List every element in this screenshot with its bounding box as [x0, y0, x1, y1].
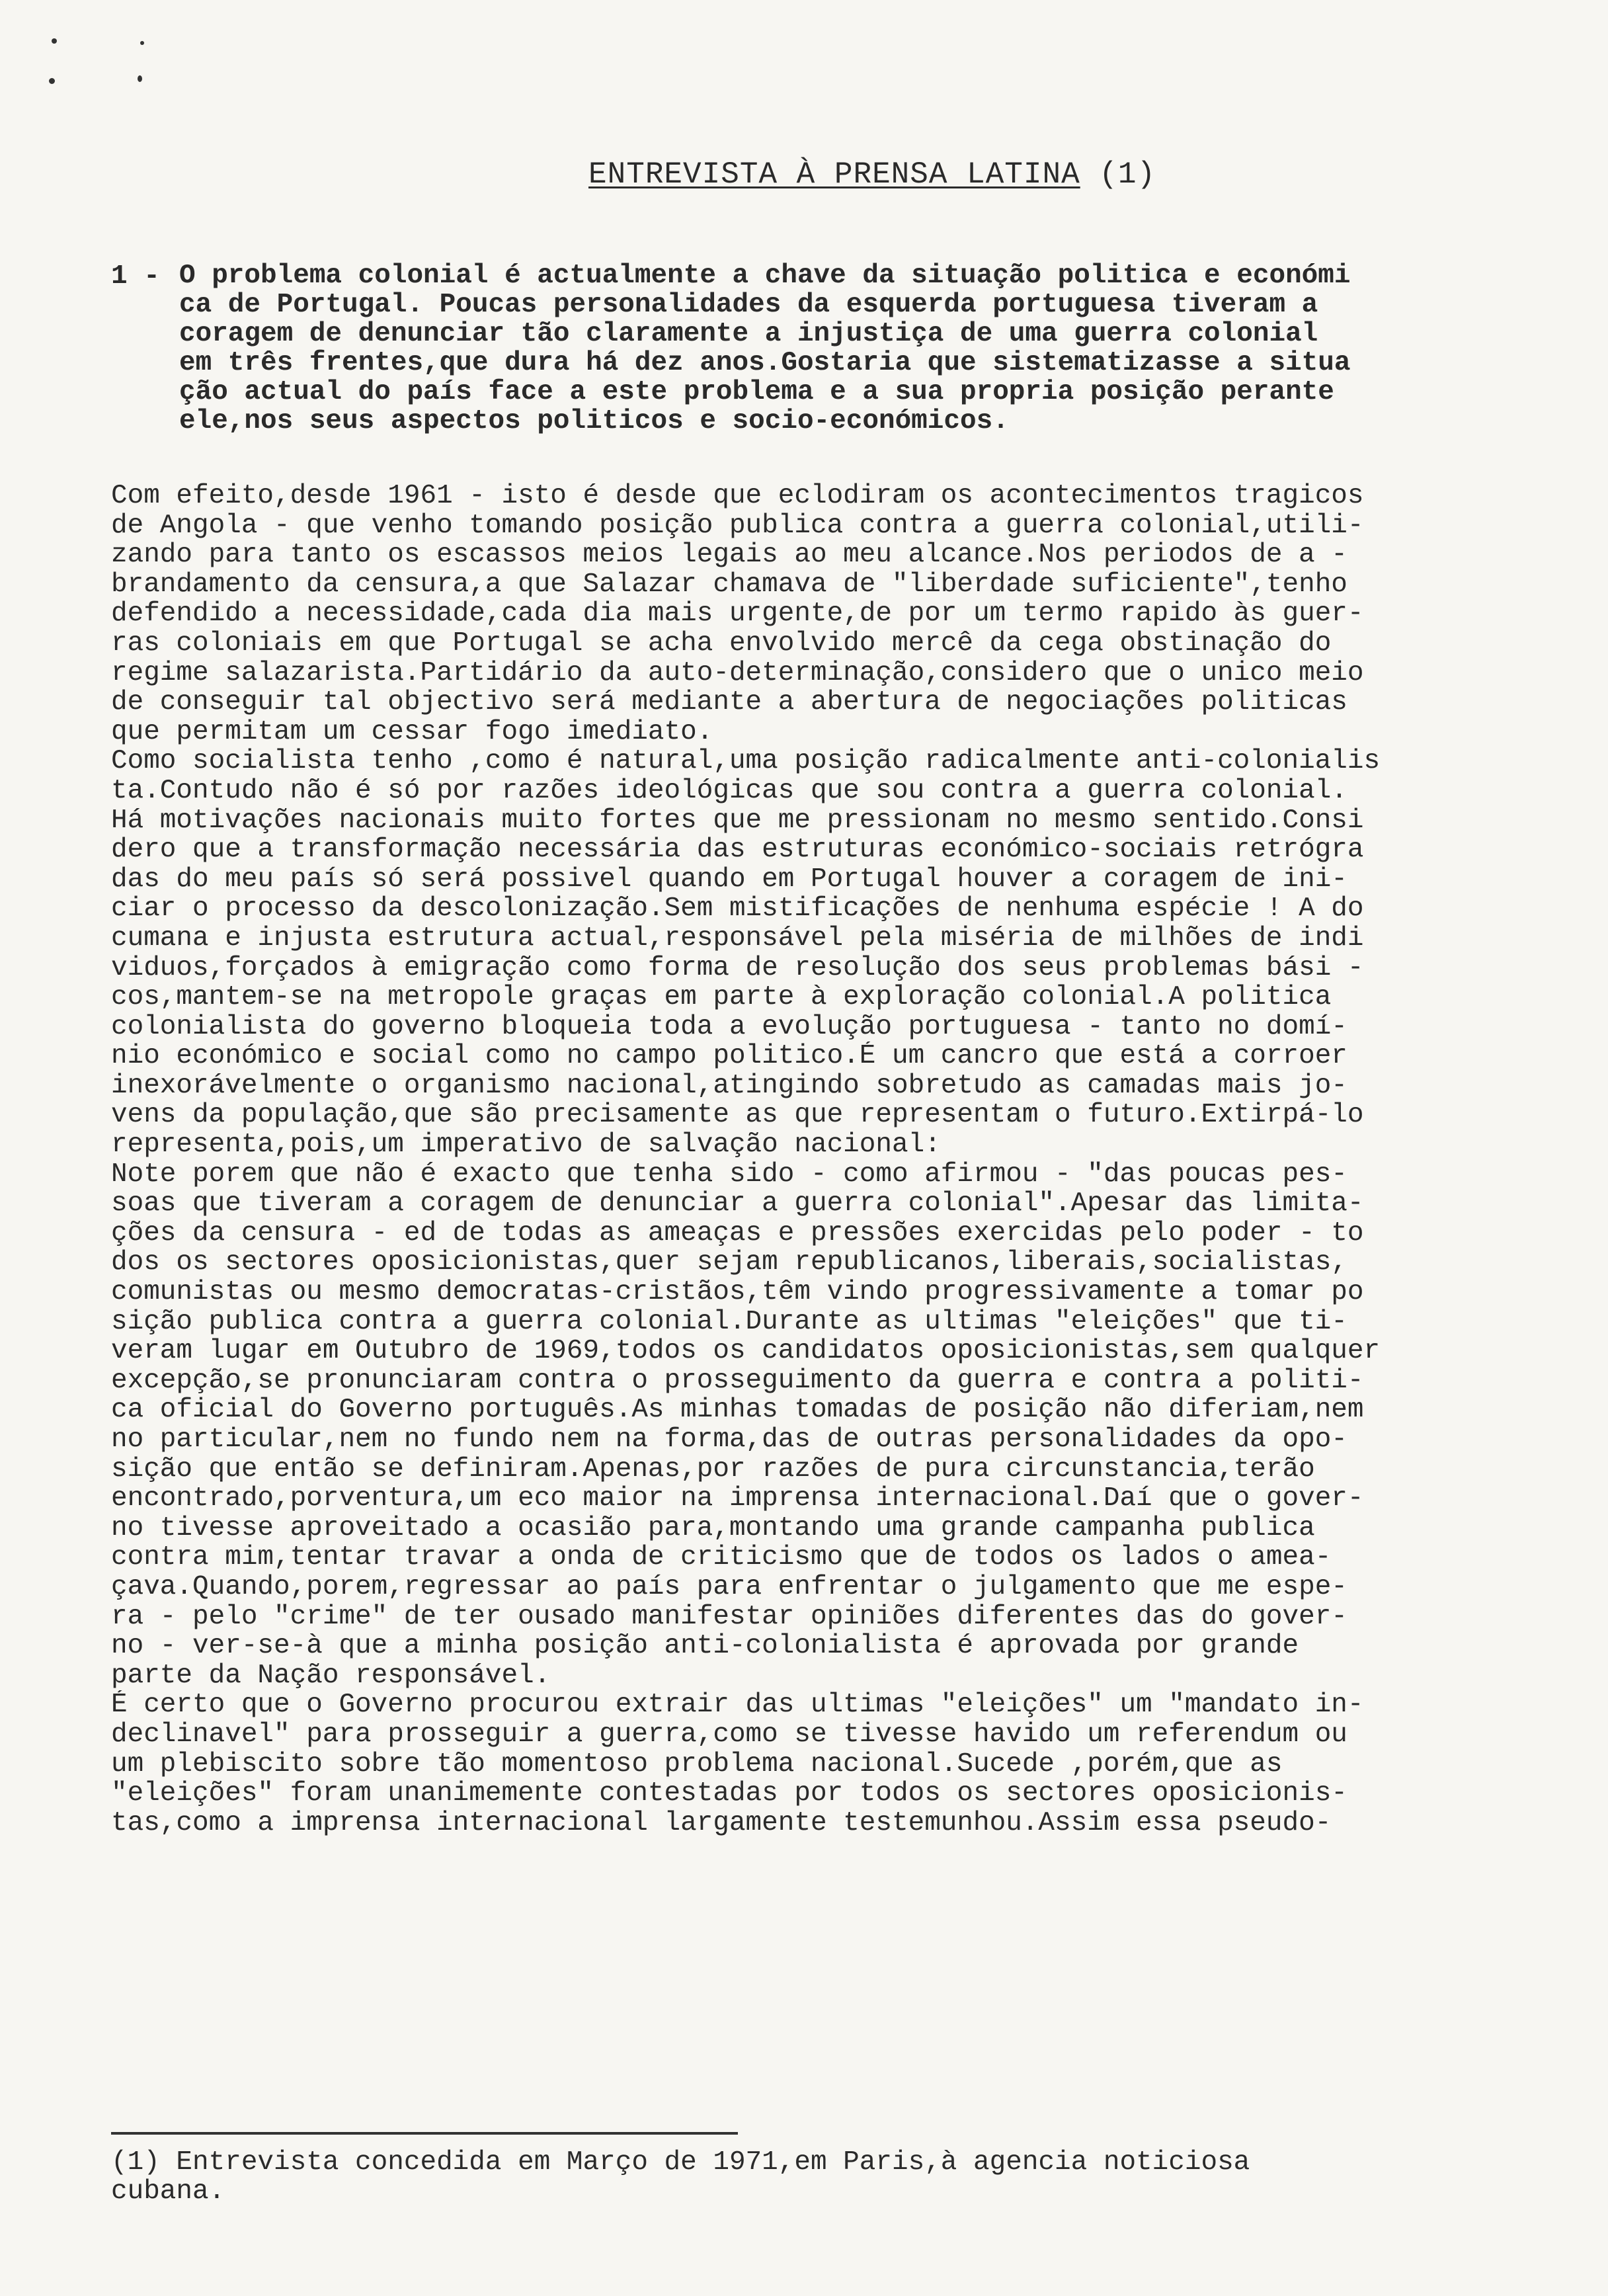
answer-line: çava.Quando,porem,regressar ao país para enfrentar o julgamento que me espe- [111, 1572, 1347, 1602]
answer-line: dos os sectores oposicionistas,quer sejam republicanos,liberais,socialistas, [111, 1248, 1347, 1278]
question-line: coragem de denunciar tão claramente a injustiça de uma guerra colonial [179, 319, 1318, 348]
answer-line: zando para tanto os escassos meios legais ao meu alcance.Nos periodos de a - [111, 540, 1347, 570]
answer-line: sição que então se definiram.Apenas,por razões de pura circunstancia,terão [111, 1454, 1315, 1485]
answer-line: colonialista do governo bloqueia toda a evolução portuguesa - tanto no domí- [111, 1012, 1347, 1042]
answer-line: Há motivações nacionais muito fortes que me pressionam no mesmo sentido.Consi [111, 805, 1364, 836]
answer-line: contra mim,tentar travar a onda de criticismo que de todos os lados o amea- [111, 1543, 1332, 1573]
answer-line: parte da Nação responsável. [111, 1660, 551, 1691]
answer-line: Note porem que não é exacto que tenha sido - como afirmou - "das poucas pes- [111, 1159, 1347, 1190]
answer-line: Como socialista tenho ,como é natural,uma posição radicalmente anti-colonialis [111, 747, 1381, 776]
scan-mark [49, 78, 55, 84]
answer-line: Com efeito,desde 1961 - isto é desde que eclodiram os acontecimentos tragicos [111, 481, 1364, 511]
answer-line: que permitam um cessar fogo imediato. [111, 717, 713, 747]
answer-line: veram lugar em Outubro de 1969,todos os candidatos oposicionistas,sem qualquer [111, 1336, 1381, 1366]
answer-line: excepção,se pronunciaram contra o prosseguimento da guerra e contra a politi- [111, 1366, 1364, 1396]
answer-line: cos,mantem-se na metropole graças em parte à exploração colonial.A politica [111, 983, 1332, 1012]
answer-line: viduos,forçados à emigração como forma de resolução dos seus problemas bási - [111, 953, 1364, 983]
answer-line: dero que a transformação necessária das estruturas económico-sociais retrógra [111, 835, 1364, 865]
answer-line: comunistas ou mesmo democratas-cristãos,têm vindo progressivamente a tomar po [111, 1278, 1364, 1307]
answer-line: brandamento da censura,a que Salazar chamava de "liberdade suficiente",tenho [111, 569, 1347, 600]
page-title [588, 157, 1156, 192]
footnote-line: (1) Entrevista concedida em Março de 1971,em Paris,à agencia noticiosa [111, 2148, 1250, 2177]
question-number: 1 - [111, 261, 160, 292]
title-text: ENTREVISTA À PRENSA LATINA [588, 157, 1080, 192]
answer-line: regime salazarista.Partidário da auto-determinação,considero que o unico meio [111, 658, 1364, 688]
answer-line: nio económico e social como no campo politico.É um cancro que está a corroer [111, 1042, 1347, 1071]
answer-line: de conseguir tal objectivo será mediante a abertura de negociações politicas [111, 688, 1347, 718]
answer-line: tas,como a imprensa internacional largamente testemunhou.Assim essa pseudo- [111, 1808, 1332, 1838]
answer-line: soas que tiveram a coragem de denunciar a guerra colonial".Apesar das limita- [111, 1189, 1364, 1219]
answer-line: ra - pelo "crime" de ter ousado manifestar opiniões diferentes das do gover- [111, 1602, 1347, 1632]
title-footnote-marker: (1) [1099, 157, 1156, 192]
question-body [179, 261, 1475, 436]
answer-line: representa,pois,um imperativo de salvação nacional: [111, 1130, 941, 1160]
answer-line: no tivesse aproveitado a ocasião para,montando uma grande campanha publica [111, 1513, 1315, 1543]
scan-mark [140, 41, 144, 45]
answer-line: ções da censura - ed de todas as ameaças e pressões exercidas pelo poder - to [111, 1218, 1364, 1249]
answer-line: das do meu país só será possivel quando em Portugal houver a coragem de ini- [111, 864, 1347, 895]
question-line: ele,nos seus aspectos politicos e socio-económicos. [179, 407, 1009, 436]
answer-line: defendido a necessidade,cada dia mais urgente,de por um termo rapido às guer- [111, 599, 1364, 629]
answer-line: cumana e injusta estrutura actual,responsável pela miséria de milhões de indi [111, 923, 1364, 954]
footnote-divider [111, 2132, 738, 2135]
answer-line: ras coloniais em que Portugal se acha envolvido mercê da cega obstinação do [111, 628, 1332, 659]
answer-line: ca oficial do Governo português.As minhas tomadas de posição não diferiam,nem [111, 1395, 1364, 1425]
answer-line: vens da população,que são precisamente as que representam o futuro.Extirpá-lo [111, 1100, 1364, 1131]
question-line: ca de Portugal. Poucas personalidades da esquerda portuguesa tiveram a [179, 290, 1318, 319]
answer-line: no - ver-se-à que a minha posição anti-colonialista é aprovada por grande [111, 1631, 1299, 1661]
answer-line: declinavel" para prosseguir a guerra,como se tivesse havido um referendum ou [111, 1719, 1347, 1750]
answer-line: no particular,nem no fundo nem na forma,das de outras personalidades da opo- [111, 1425, 1347, 1455]
answer-line: sição publica contra a guerra colonial.Durante as ultimas "eleições" que ti- [111, 1307, 1347, 1337]
scan-mark [52, 38, 57, 44]
answer-line: encontrado,porventura,um eco maior na imprensa internacional.Daí que o gover- [111, 1484, 1364, 1514]
question-line: ção actual do país face a este problema e a sua propria posição perante [179, 378, 1334, 407]
interview-answer [111, 481, 1480, 1838]
answer-line: de Angola - que venho tomando posição publica contra a guerra colonial,utili- [111, 511, 1364, 541]
answer-line: "eleições" foram unanimemente contestadas por todos os sectores oposicionis- [111, 1779, 1347, 1809]
answer-line: inexorávelmente o organismo nacional,atingindo sobretudo as camadas mais jo- [111, 1071, 1347, 1101]
question-line: em três frentes,que dura há dez anos.Gostaria que sistematizasse a situa [179, 348, 1351, 378]
footnote [111, 2148, 1420, 2206]
footnote-line: cubana. [111, 2177, 225, 2206]
question-line: O problema colonial é actualmente a chave da situação politica e económi [179, 261, 1351, 290]
answer-line: ta.Contudo não é só por razões ideológicas que sou contra a guerra colonial. [111, 776, 1347, 806]
answer-line: ciar o processo da descolonização.Sem mistificações de nenhuma espécie ! A do [111, 894, 1364, 924]
answer-line: É certo que o Governo procurou extrair das ultimas "eleições" um "mandato in- [111, 1690, 1364, 1720]
scan-mark [138, 75, 142, 82]
answer-line: um plebiscito sobre tão momentoso problema nacional.Sucede ,porém,que as [111, 1749, 1283, 1780]
